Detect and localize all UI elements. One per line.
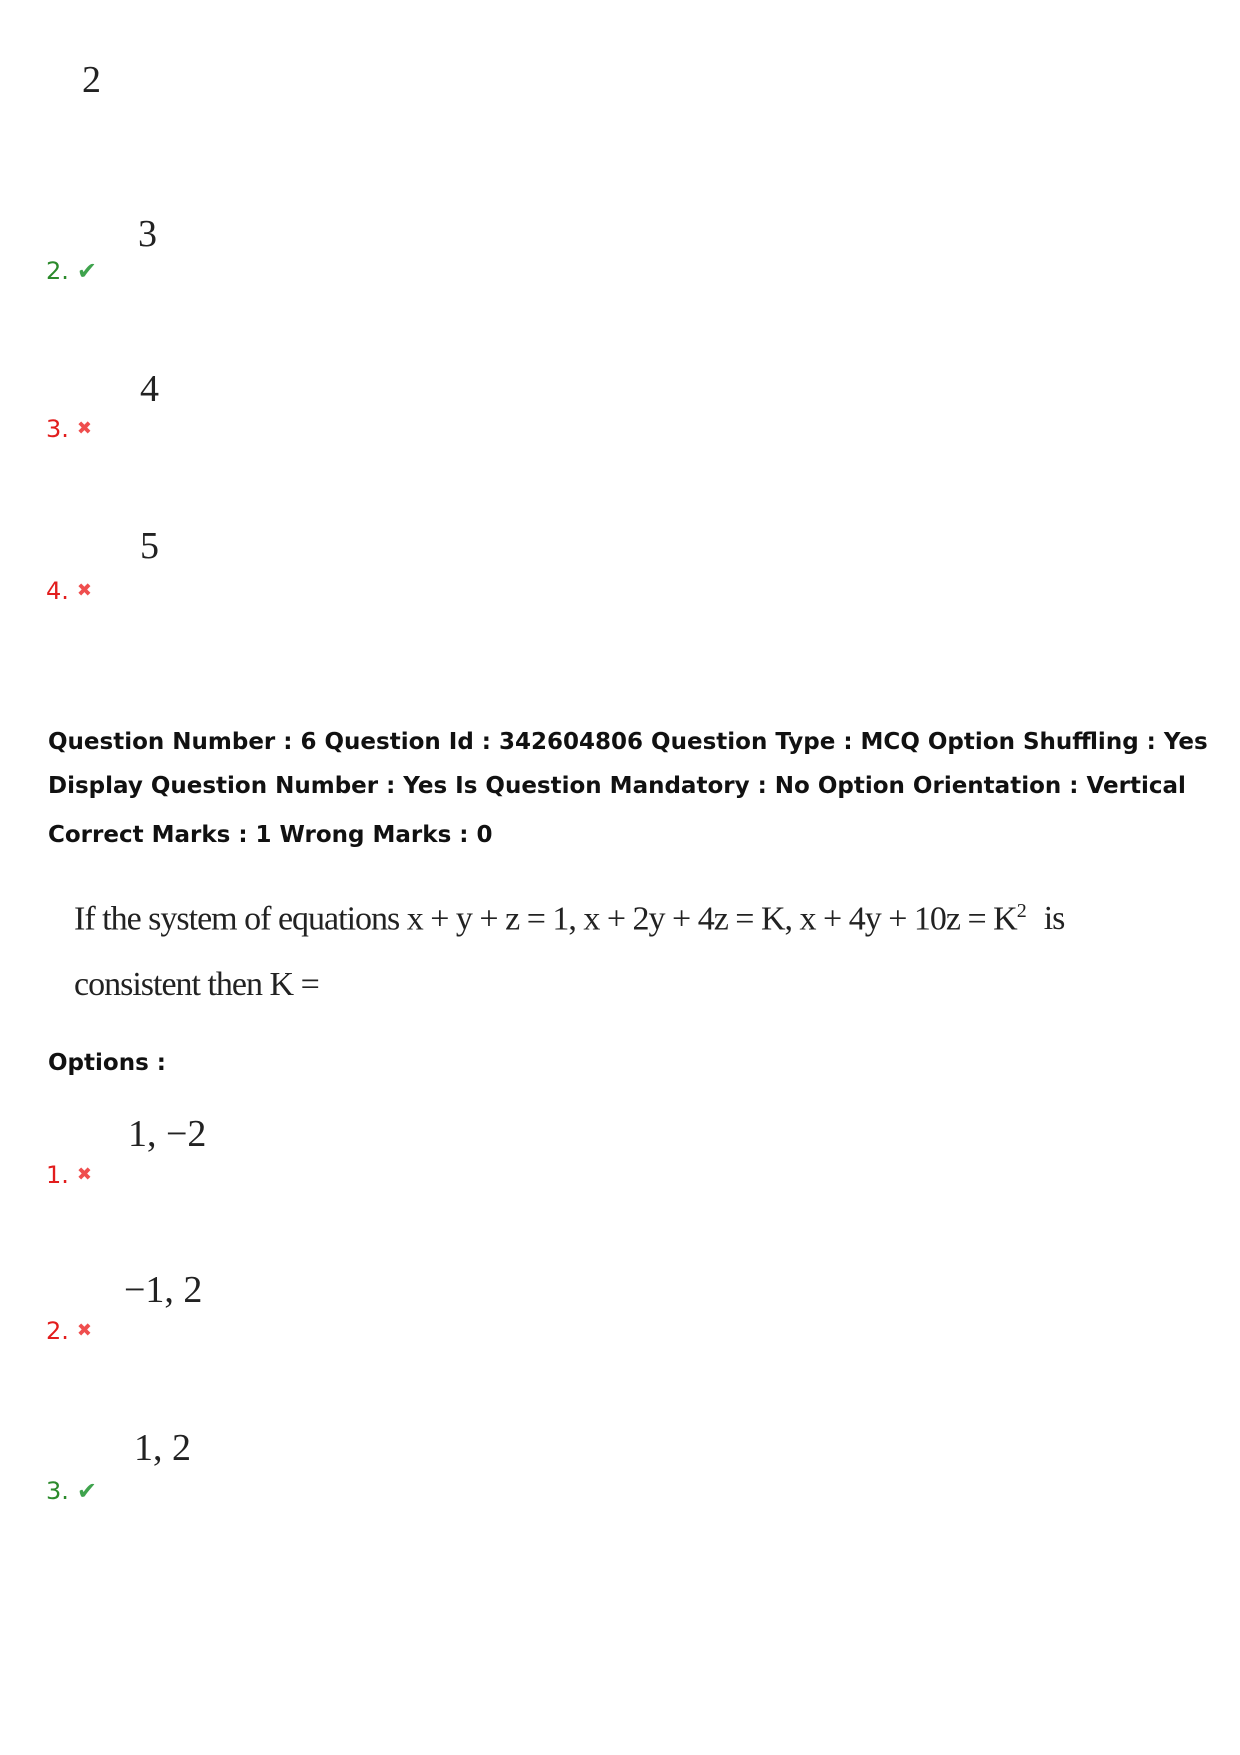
option-number: 3. — [46, 1477, 69, 1505]
question-meta-line3: Correct Marks : 1 Wrong Marks : 0 — [48, 822, 493, 848]
question-meta-line1: Question Number : 6 Question Id : 342604806 Question Type : MCQ Option Shuffling : Yes — [48, 729, 1208, 755]
option-number: 2. — [46, 1317, 69, 1345]
option-number: 3. — [46, 415, 69, 443]
option-1-index — [46, 1162, 92, 1187]
prev-option-2-value: 3 — [138, 213, 157, 255]
question-text-line2: consistent then K = — [74, 966, 319, 1003]
prev-option-3-index — [46, 416, 92, 441]
option-1-value: 1, −2 — [128, 1113, 207, 1155]
question-text-end: is — [1043, 900, 1065, 938]
question-text-line1 — [74, 900, 1064, 938]
check-icon: ✔ — [76, 257, 98, 285]
cross-icon: ✖ — [76, 1320, 92, 1341]
option-number: 2. — [46, 257, 69, 285]
cross-icon: ✖ — [76, 1164, 92, 1185]
option-2-index — [46, 1318, 92, 1343]
prev-option-3-value: 4 — [140, 368, 159, 410]
prev-option-4-value: 5 — [140, 525, 159, 567]
options-label: Options : — [48, 1050, 166, 1076]
option-3-value: 1, 2 — [134, 1427, 191, 1469]
cross-icon: ✖ — [76, 418, 92, 439]
prev-option-2-index — [46, 258, 97, 283]
prev-option-4-index — [46, 578, 92, 603]
option-3-index — [46, 1478, 97, 1503]
option-2-value: −1, 2 — [124, 1269, 203, 1311]
cross-icon: ✖ — [76, 580, 92, 601]
check-icon: ✔ — [76, 1477, 98, 1505]
option-number: 4. — [46, 577, 69, 605]
question-meta-line2: Display Question Number : Yes Is Question Mandatory : No Option Orientation : Vertical — [48, 773, 1186, 799]
prev-option-1-value: 2 — [82, 59, 101, 101]
question-text-main: If the system of equations x + y + z = 1, x + 2y + 4z = K, x + 4y + 10z = K — [74, 900, 1017, 938]
question-text-sup: 2 — [1016, 900, 1026, 922]
option-number: 1. — [46, 1161, 69, 1189]
